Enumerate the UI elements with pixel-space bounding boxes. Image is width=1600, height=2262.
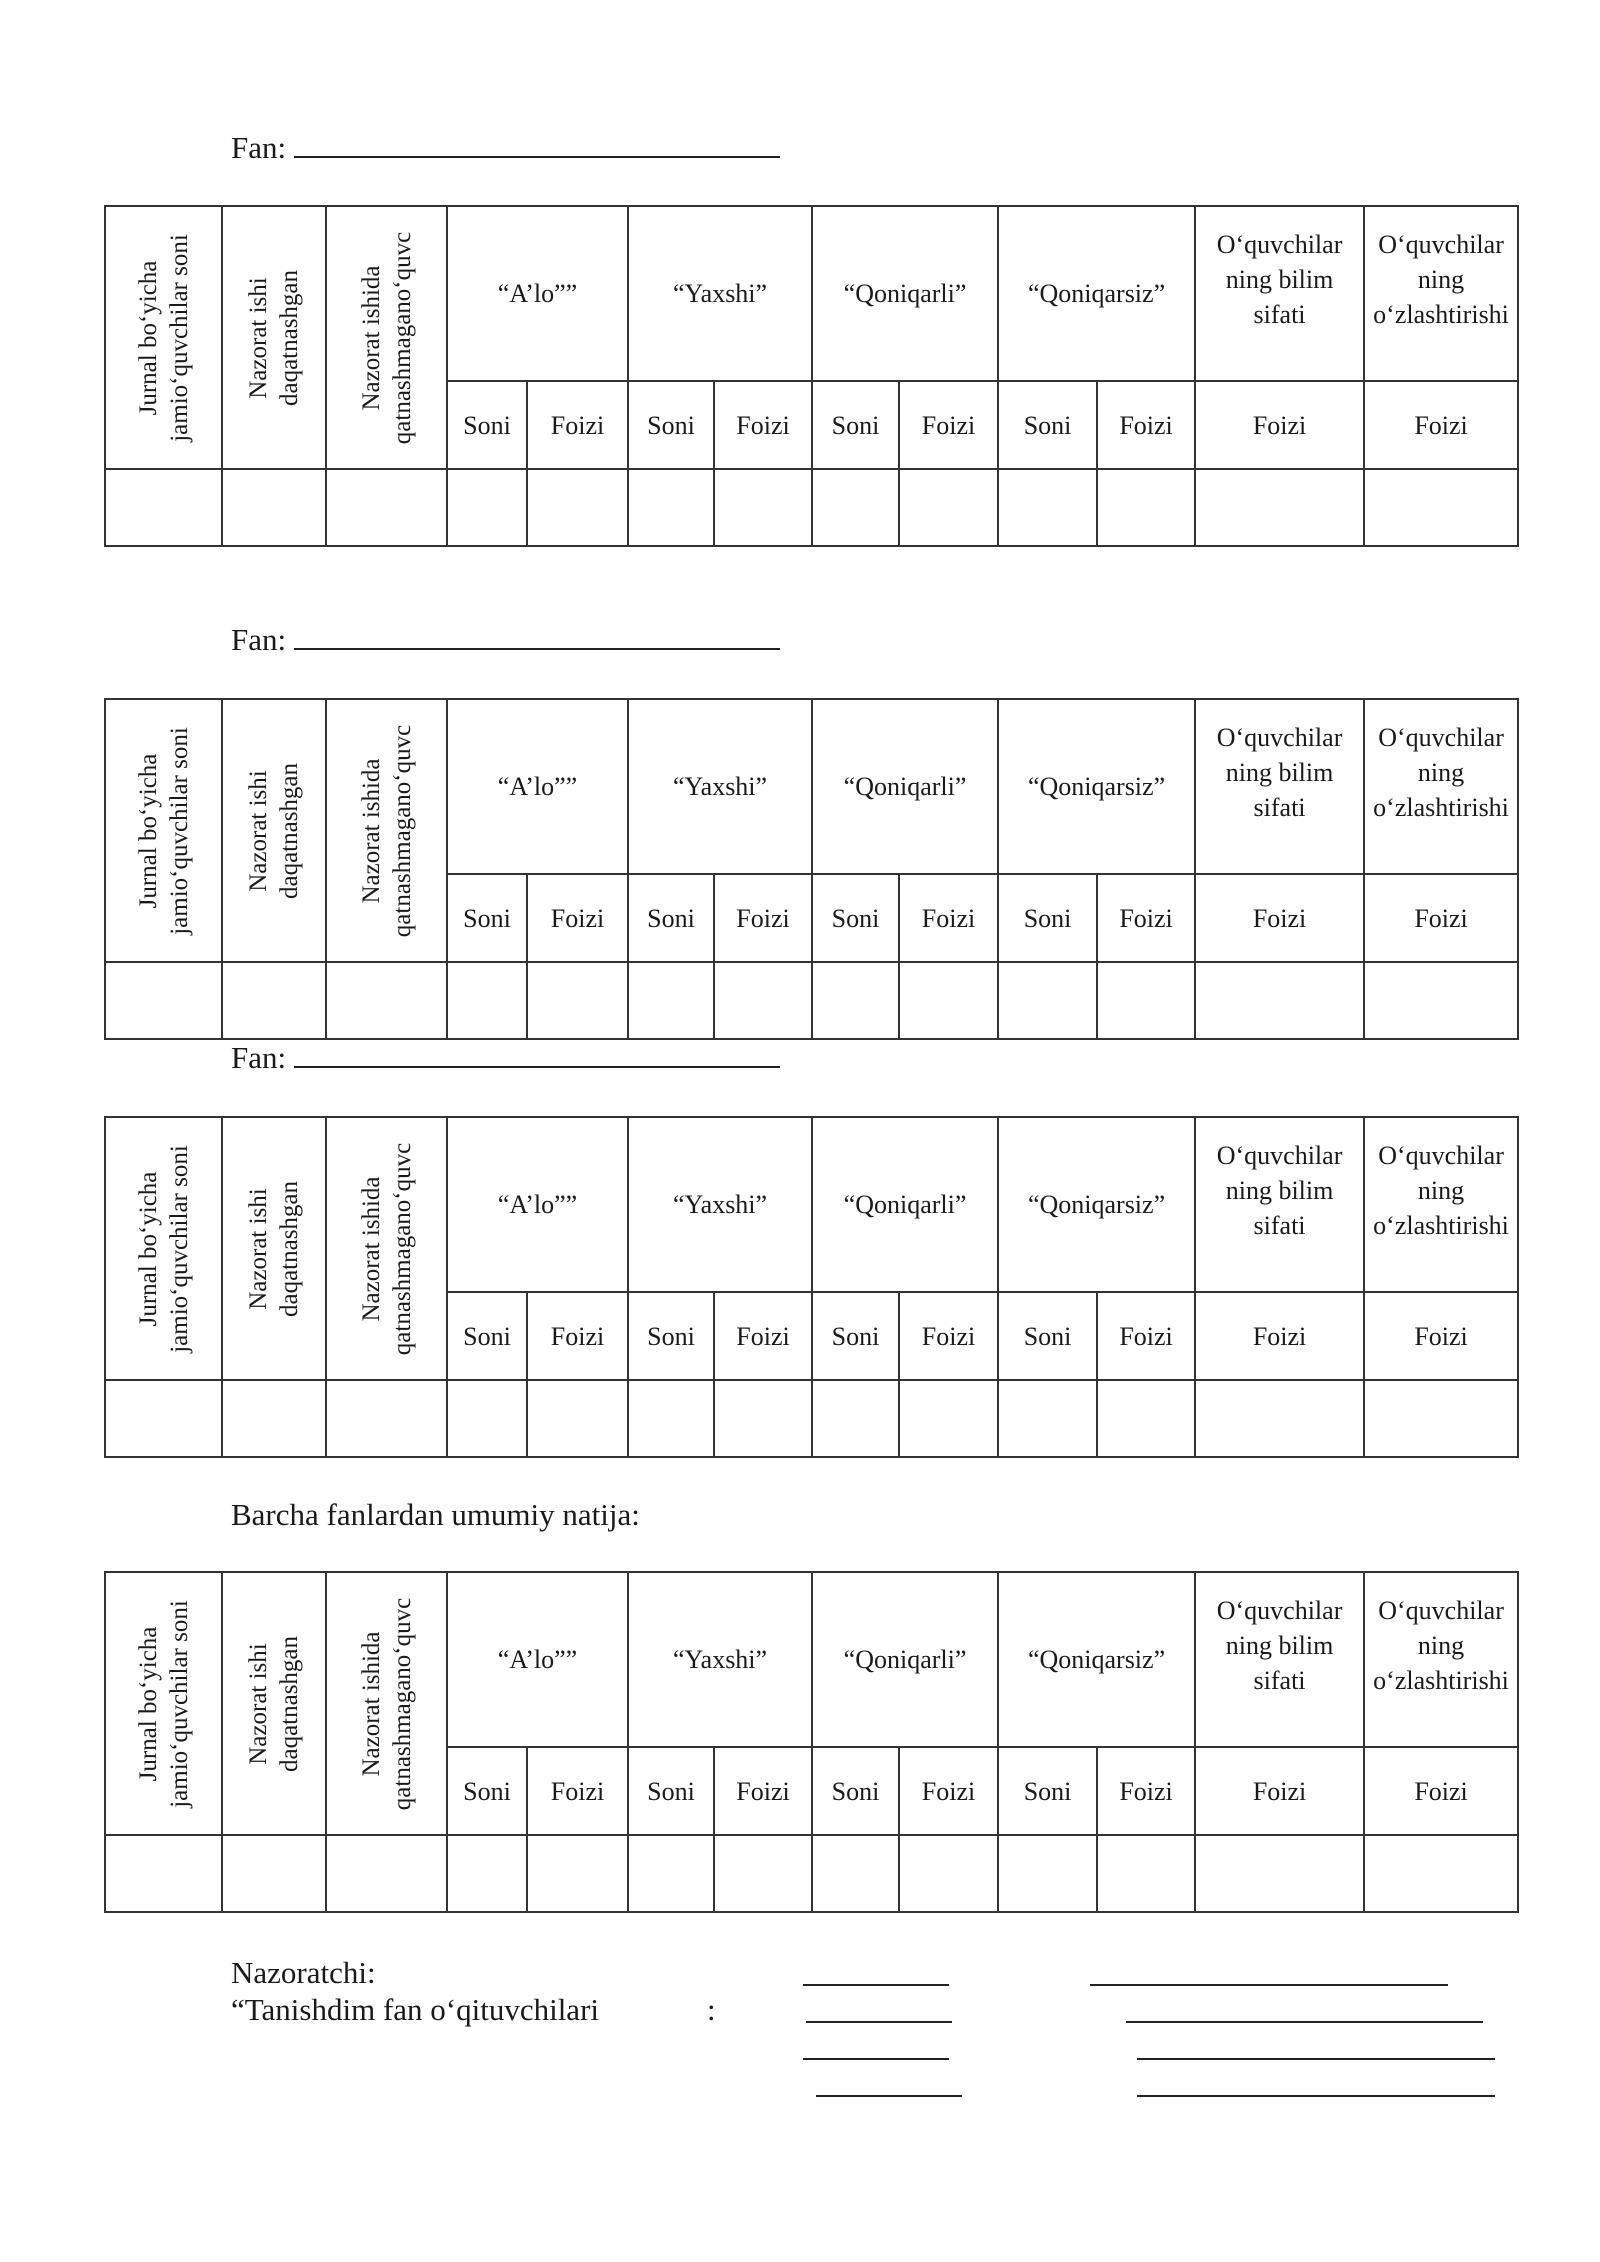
grade-header: “Qoniqarsiz” [998, 1117, 1195, 1292]
empty-data-cell[interactable] [527, 469, 628, 546]
student-count-header: Jurnal bo‘yicha jamio‘quvchilar soni [105, 206, 222, 469]
empty-data-cell[interactable] [628, 1380, 714, 1457]
participated-header: Nazorat ishi daqatnashgan [222, 1117, 326, 1380]
empty-data-cell[interactable] [447, 1835, 527, 1912]
empty-data-cell[interactable] [222, 962, 326, 1039]
foizi-subheader: Foizi [899, 1292, 998, 1380]
empty-data-cell[interactable] [1195, 1835, 1364, 1912]
empty-data-cell[interactable] [998, 1835, 1097, 1912]
results-table [104, 698, 1519, 1040]
foizi-subheader: Foizi [527, 874, 628, 962]
soni-subheader: Soni [998, 1747, 1097, 1835]
foizi-subheader: Foizi [527, 1292, 628, 1380]
section-title: Barcha fanlardan umumiy natija: [231, 1497, 640, 1532]
participated-header: Nazorat ishi daqatnashgan [222, 699, 326, 962]
empty-data-cell[interactable] [998, 1380, 1097, 1457]
empty-data-cell[interactable] [222, 1380, 326, 1457]
soni-subheader: Soni [447, 381, 527, 469]
empty-data-cell[interactable] [1364, 1835, 1518, 1912]
soni-subheader: Soni [812, 1292, 899, 1380]
grade-header: “Qoniqarli” [812, 206, 998, 381]
soni-subheader: Soni [998, 874, 1097, 962]
soni-subheader: Soni [628, 874, 714, 962]
empty-data-cell[interactable] [105, 962, 222, 1039]
results-table [104, 1571, 1519, 1913]
soni-subheader: Soni [812, 381, 899, 469]
grade-header: “Qoniqarsiz” [998, 699, 1195, 874]
mastery-header: O‘quvchilar ning o‘zlashtirishi [1364, 1572, 1518, 1747]
absent-header: Nazorat ishida qatnashmagano‘quvc [326, 1572, 447, 1835]
grade-header: “Qoniqarli” [812, 1117, 998, 1292]
student-count-header: Jurnal bo‘yicha jamio‘quvchilar soni [105, 1572, 222, 1835]
empty-data-cell[interactable] [1364, 962, 1518, 1039]
mastery-header: O‘quvchilar ning o‘zlashtirishi [1364, 206, 1518, 381]
empty-data-cell[interactable] [527, 1380, 628, 1457]
soni-subheader: Soni [447, 1292, 527, 1380]
signature-line [806, 2021, 952, 2023]
empty-data-cell[interactable] [812, 962, 899, 1039]
soni-subheader: Soni [998, 381, 1097, 469]
name-line [1137, 2058, 1495, 2060]
empty-data-cell[interactable] [899, 1380, 998, 1457]
knowledge-quality-header: O‘quvchilar ning bilim sifati [1195, 1117, 1364, 1292]
signature-line [816, 2095, 962, 2097]
empty-data-cell[interactable] [899, 1835, 998, 1912]
empty-data-cell[interactable] [628, 1835, 714, 1912]
knowledge-quality-header: O‘quvchilar ning bilim sifati [1195, 699, 1364, 874]
foizi-subheader: Foizi [1364, 381, 1518, 469]
student-count-header: Jurnal bo‘yicha jamio‘quvchilar soni [105, 699, 222, 962]
grade-header: “Qoniqarsiz” [998, 206, 1195, 381]
grade-header: “Yaxshi” [628, 206, 812, 381]
foizi-subheader: Foizi [1097, 1747, 1195, 1835]
empty-data-cell[interactable] [326, 1380, 447, 1457]
subject-blank-line [294, 1040, 780, 1068]
empty-data-cell[interactable] [812, 1380, 899, 1457]
mastery-header: O‘quvchilar ning o‘zlashtirishi [1364, 699, 1518, 874]
name-line [1137, 2095, 1495, 2097]
empty-data-cell[interactable] [1097, 1380, 1195, 1457]
empty-data-cell[interactable] [1195, 1380, 1364, 1457]
empty-data-cell[interactable] [812, 469, 899, 546]
absent-header: Nazorat ishida qatnashmagano‘quvc [326, 1117, 447, 1380]
empty-data-cell[interactable] [1195, 962, 1364, 1039]
name-line [1126, 2021, 1483, 2023]
soni-subheader: Soni [447, 874, 527, 962]
foizi-subheader: Foizi [1364, 1747, 1518, 1835]
empty-data-cell[interactable] [105, 1835, 222, 1912]
empty-data-cell[interactable] [326, 962, 447, 1039]
empty-data-cell[interactable] [812, 1835, 899, 1912]
soni-subheader: Soni [628, 1747, 714, 1835]
foizi-subheader: Foizi [899, 1747, 998, 1835]
empty-data-cell[interactable] [899, 469, 998, 546]
soni-subheader: Soni [628, 1292, 714, 1380]
soni-subheader: Soni [998, 1292, 1097, 1380]
name-line [1090, 1984, 1448, 1986]
foizi-subheader: Foizi [714, 1292, 812, 1380]
foizi-subheader: Foizi [714, 1747, 812, 1835]
student-count-header: Jurnal bo‘yicha jamio‘quvchilar soni [105, 1117, 222, 1380]
soni-subheader: Soni [812, 874, 899, 962]
foizi-subheader: Foizi [527, 1747, 628, 1835]
absent-header: Nazorat ishida qatnashmagano‘quvc [326, 699, 447, 962]
grade-header: “A’lo”” [447, 1572, 628, 1747]
colon: : [707, 1992, 716, 2027]
empty-data-cell[interactable] [1097, 1835, 1195, 1912]
empty-data-cell[interactable] [105, 1380, 222, 1457]
participated-header: Nazorat ishi daqatnashgan [222, 1572, 326, 1835]
foizi-subheader: Foizi [899, 874, 998, 962]
grade-header: “A’lo”” [447, 699, 628, 874]
foizi-subheader: Foizi [1195, 874, 1364, 962]
signature-line [803, 1984, 949, 1986]
foizi-subheader: Foizi [1364, 874, 1518, 962]
foizi-subheader: Foizi [1097, 1292, 1195, 1380]
empty-data-cell[interactable] [447, 962, 527, 1039]
subject-blank-line [294, 130, 780, 158]
mastery-header: O‘quvchilar ning o‘zlashtirishi [1364, 1117, 1518, 1292]
foizi-subheader: Foizi [1097, 381, 1195, 469]
empty-data-cell[interactable] [222, 469, 326, 546]
empty-data-cell[interactable] [222, 1835, 326, 1912]
results-table [104, 1116, 1519, 1458]
teachers-acquainted-label: “Tanishdim fan o‘qituvchilari [231, 1992, 600, 2027]
foizi-subheader: Foizi [1195, 381, 1364, 469]
empty-data-cell[interactable] [1097, 469, 1195, 546]
empty-data-cell[interactable] [105, 469, 222, 546]
grade-header: “A’lo”” [447, 1117, 628, 1292]
foizi-subheader: Foizi [527, 381, 628, 469]
empty-data-cell[interactable] [628, 469, 714, 546]
empty-data-cell[interactable] [714, 962, 812, 1039]
grade-header: “Qoniqarsiz” [998, 1572, 1195, 1747]
empty-data-cell[interactable] [326, 1835, 447, 1912]
results-table [104, 205, 1519, 547]
empty-data-cell[interactable] [628, 962, 714, 1039]
soni-subheader: Soni [812, 1747, 899, 1835]
empty-data-cell[interactable] [1364, 469, 1518, 546]
grade-header: “Qoniqarli” [812, 699, 998, 874]
section-title: Fan: [231, 1040, 780, 1076]
foizi-subheader: Foizi [714, 381, 812, 469]
empty-data-cell[interactable] [326, 469, 447, 546]
signature-line [803, 2058, 949, 2060]
empty-data-cell[interactable] [1097, 962, 1195, 1039]
foizi-subheader: Foizi [1097, 874, 1195, 962]
empty-data-cell[interactable] [998, 962, 1097, 1039]
empty-data-cell[interactable] [1195, 469, 1364, 546]
participated-header: Nazorat ishi daqatnashgan [222, 206, 326, 469]
inspector-label: Nazoratchi: [231, 1955, 376, 1990]
foizi-subheader: Foizi [714, 874, 812, 962]
foizi-subheader: Foizi [899, 381, 998, 469]
foizi-subheader: Foizi [1195, 1747, 1364, 1835]
grade-header: “A’lo”” [447, 206, 628, 381]
empty-data-cell[interactable] [447, 469, 527, 546]
grade-header: “Qoniqarli” [812, 1572, 998, 1747]
grade-header: “Yaxshi” [628, 1572, 812, 1747]
soni-subheader: Soni [447, 1747, 527, 1835]
empty-data-cell[interactable] [714, 1835, 812, 1912]
knowledge-quality-header: O‘quvchilar ning bilim sifati [1195, 206, 1364, 381]
empty-data-cell[interactable] [899, 962, 998, 1039]
empty-data-cell[interactable] [527, 1835, 628, 1912]
section-title: Fan: [231, 622, 780, 658]
empty-data-cell[interactable] [527, 962, 628, 1039]
grade-header: “Yaxshi” [628, 699, 812, 874]
empty-data-cell[interactable] [998, 469, 1097, 546]
subject-blank-line [294, 622, 780, 650]
foizi-subheader: Foizi [1195, 1292, 1364, 1380]
empty-data-cell[interactable] [714, 1380, 812, 1457]
grade-header: “Yaxshi” [628, 1117, 812, 1292]
soni-subheader: Soni [628, 381, 714, 469]
empty-data-cell[interactable] [714, 469, 812, 546]
empty-data-cell[interactable] [1364, 1380, 1518, 1457]
absent-header: Nazorat ishida qatnashmagano‘quvc [326, 206, 447, 469]
foizi-subheader: Foizi [1364, 1292, 1518, 1380]
section-title: Fan: [231, 130, 780, 166]
empty-data-cell[interactable] [447, 1380, 527, 1457]
knowledge-quality-header: O‘quvchilar ning bilim sifati [1195, 1572, 1364, 1747]
